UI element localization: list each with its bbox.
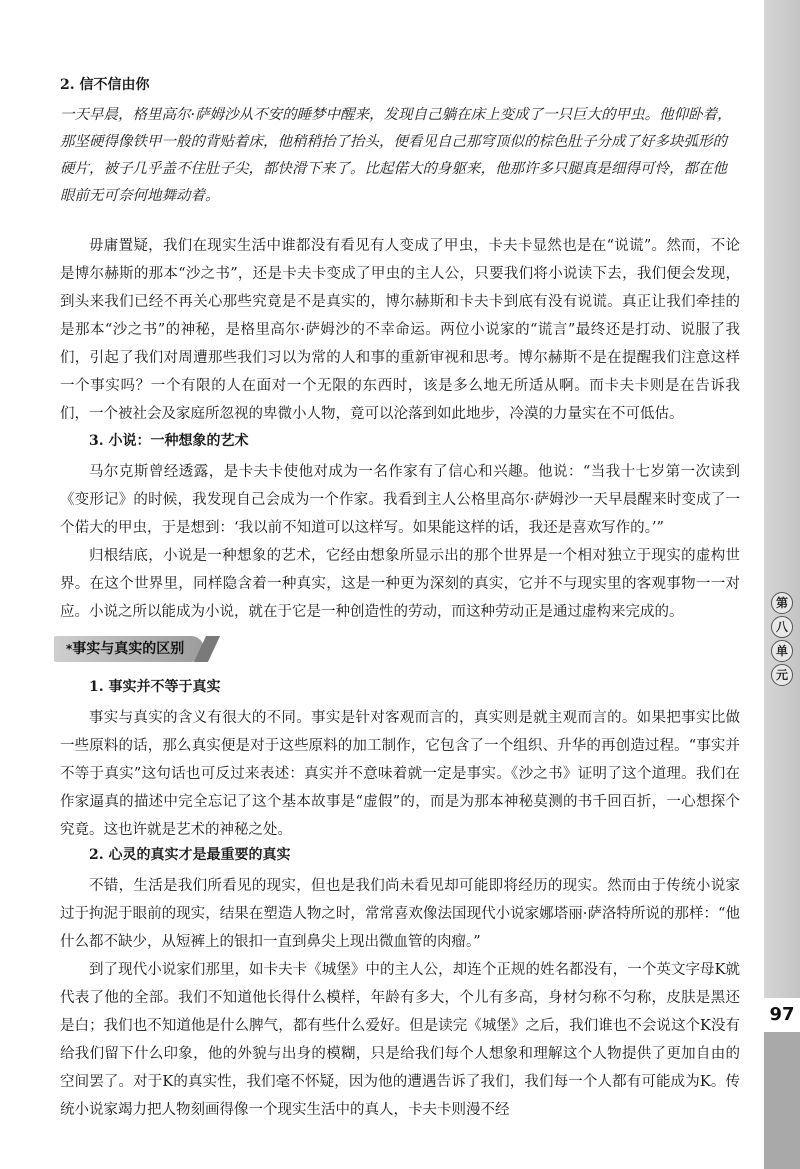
unit-tab-char: 第 bbox=[771, 592, 793, 614]
paragraph: 马尔克斯曾经透露，是卡夫卡使他对成为一名作家有了信心和兴趣。他说：“当我十七岁第一次读到《变形记》的时候，我发现自己会成为一个作家。我看到主人公格里高尔·萨姆沙一天早晨醒来时变成了一个偌大的甲虫，于是想到：‘我以前不知道可以这样写。如果能这样的话，我还是喜欢写作的。’” bbox=[60, 464, 740, 536]
section-heading: 3. 小说：一种想象的艺术 bbox=[89, 433, 249, 449]
banner-star: * bbox=[66, 642, 73, 656]
page-content bbox=[60, 74, 740, 1124]
margin-strip bbox=[764, 0, 800, 1169]
block-quote: 一天早晨，格里高尔·萨姆沙从不安的睡梦中醒来，发现自己躺在床上变成了一只巨大的甲虫。他仰卧着，那坚硬得像铁甲一般的背贴着床，他稍稍抬了抬头，便看见自己那穹顶似的棕色肚子分成了好多块弧形的硬片，被子几乎盖不住肚子尖，都快滑下来了。比起偌大的身躯来，他那许多只腿真是细得可怜，都在他眼前无可奈何地舞动着。 bbox=[60, 107, 732, 204]
unit-tab-char: 八 bbox=[771, 616, 793, 638]
unit-tab-char: 单 bbox=[771, 640, 793, 662]
unit-tab-char: 元 bbox=[771, 664, 793, 686]
paragraph: 归根结底，小说是一种想象的艺术，它经由想象所显示出的那个世界是一个相对独立于现实的虚构世界。在这个世界里，同样隐含着一种真实，这是一种更为深刻的真实，它并不与现实里的客观事物一一对应。小说之所以能成为小说，就在于它是一种创造性的劳动，而这种劳动正是通过虚构来完成的。 bbox=[60, 548, 740, 620]
paragraph: 到了现代小说家们那里，如卡夫卡《城堡》中的主人公，却连个正规的姓名都没有，一个英文字母K就代表了他的全部。我们不知道他长得什么模样，年龄有多大，个儿有多高，身材匀称不匀称，皮肤是黑还是白；我们也不知道他是什么脾气，都有些什么爱好。但是读完《城堡》之后，我们谁也不会说这个K没有给我们留下什么印象，他的外貌与出身的模糊，只是给我们每个人想象和理解这个人物提供了更加自由的空间罢了。对于K的真实性，我们毫不怀疑，因为他的遭遇告诉了我们，我们每一个人都有可能成为K。传统小说家竭力把人物刻画得像一个现实生活中的真人，卡夫卡则漫不经 bbox=[60, 962, 740, 1118]
unit-tab bbox=[766, 592, 798, 692]
paragraph: 毋庸置疑，我们在现实生活中谁都没有看见有人变成了甲虫，卡夫卡显然也是在“说谎”。然而，不论是博尔赫斯的那本“沙之书”，还是卡夫卡变成了甲虫的主人公，只要我们将小说读下去，我们便会发现，到头来我们已经不再关心那些究竟是不是真实的，博尔赫斯和卡夫卡到底有没有说谎。真正让我们牵挂的是那本“沙之书”的神秘，是格里高尔·萨姆沙的不幸命运。两位小说家的“谎言”最终还是打动、说服了我们，引起了我们对周遭那些我们习以为常的人和事的重新审视和思考。博尔赫斯不是在提醒我们注意这样一个事实吗？一个有限的人在面对一个无限的东西时，该是多么地无所适从啊。而卡夫卡则是在告诉我们，一个被社会及家庭所忽视的卑微小人物，竟可以沦落到如此地步，冷漠的力量实在不可低估。 bbox=[60, 238, 740, 422]
banner-title: 事实与真实的区别 bbox=[72, 641, 185, 657]
section-banner bbox=[54, 636, 204, 662]
section-heading: 2. 信不信由你 bbox=[60, 77, 150, 93]
section-heading: 2. 心灵的真实才是最重要的真实 bbox=[89, 847, 291, 863]
paragraph: 事实与真实的含义有很大的不同。事实是针对客观而言的，真实则是就主观而言的。如果把事实比做一些原料的话，那么真实便是对于这些原料的加工制作，它包含了一个组织、升华的再创造过程。“事实并不等于真实”这句话也可反过来表述：真实并不意味着就一定是事实。《沙之书》证明了这个道理。我们在作家逼真的描述中完全忘记了这个基本故事是“虚假”的，而是为那本神秘莫测的书千回百折，一心想探个究竟。这也许就是艺术的神秘之处。 bbox=[60, 710, 740, 838]
page-number: 97 bbox=[764, 998, 800, 1032]
paragraph: 不错，生活是我们所看见的现实，但也是我们尚未看见却可能即将经历的现实。然而由于传统小说家过于拘泥于眼前的现实，结果在塑造人物之时，常常喜欢像法国现代小说家娜塔丽·萨洛特所说的那样：“他什么都不缺少，从短裤上的银扣一直到鼻尖上现出微血管的肉瘤。” bbox=[60, 878, 740, 950]
section-heading: 1. 事实并不等于真实 bbox=[89, 679, 221, 695]
